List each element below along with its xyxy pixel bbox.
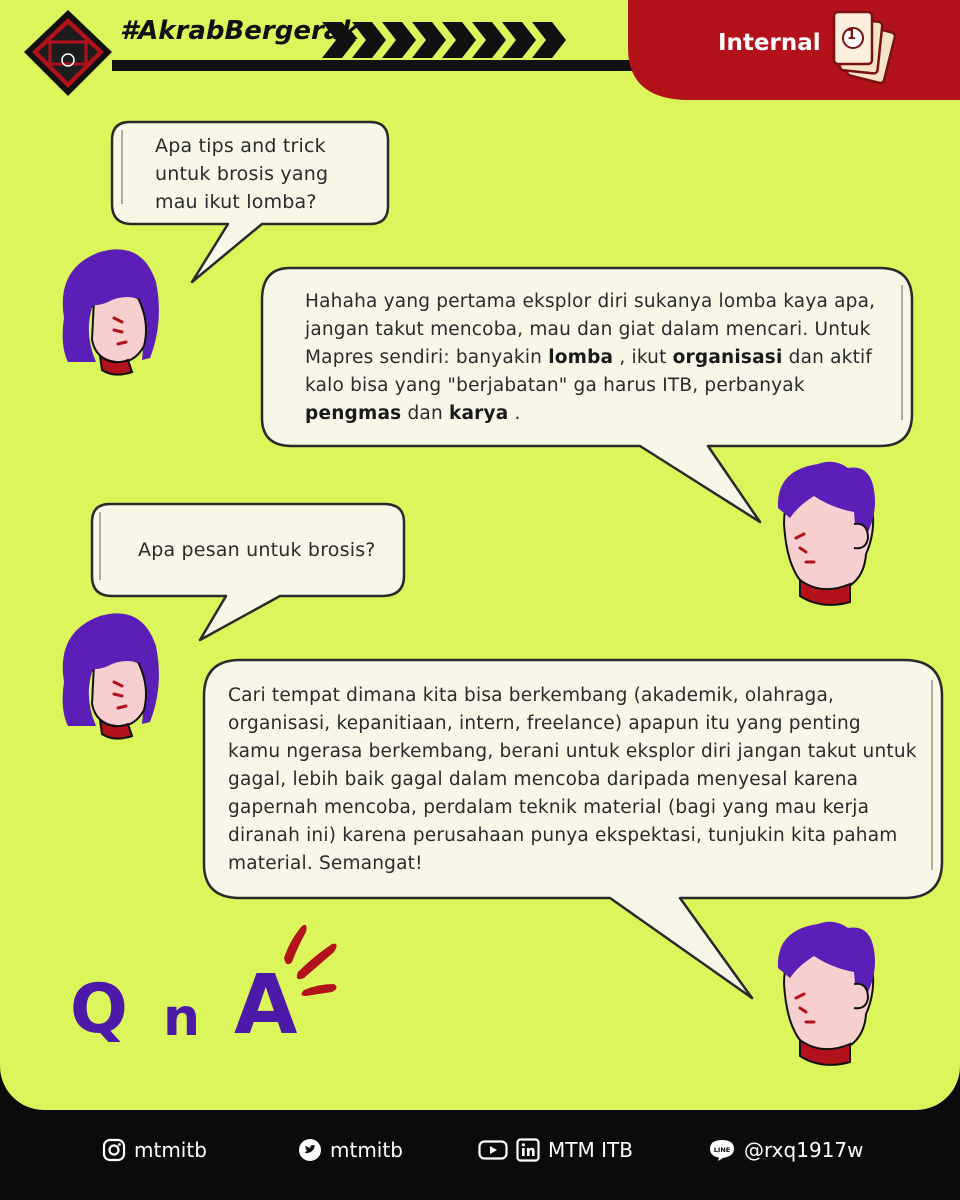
answer-1-part: Hahaha yang pertama eksplor diri sukanya lomba kaya apa, jangan takut mencoba, mau dan giat dalam mencari. Untuk Mapres sendiri: banyakin: [305, 291, 876, 368]
youtube-icon: [478, 1138, 508, 1162]
youtube-linkedin-name: MTM ITB: [548, 1138, 633, 1162]
badge-number: 1: [847, 28, 857, 43]
category-label: Internal: [718, 30, 821, 56]
answer-1-text: [305, 288, 895, 428]
answer-1-part: , ikut: [613, 347, 673, 368]
line-app-icon: [708, 1138, 736, 1162]
footer-instagram[interactable]: [102, 1138, 207, 1162]
answer-1-part: .: [508, 403, 521, 424]
female-avatar-icon: [63, 613, 159, 738]
answer-1-part: dan: [401, 403, 449, 424]
mtm-itb-logo-icon: [24, 10, 112, 96]
answer-1-part: dan aktif kalo bisa yang "berjabatan" ga harus ITB, perbanyak: [305, 347, 873, 396]
question-2-text: Apa pesan untuk brosis?: [138, 539, 376, 561]
footer-youtube-linkedin[interactable]: [478, 1138, 633, 1162]
qna-q: Q: [70, 970, 128, 1049]
male-avatar-icon: [778, 922, 875, 1065]
hashtag-title: #AkrabBergerak: [120, 16, 359, 46]
twitter-handle: mtmitb: [330, 1138, 403, 1162]
instagram-icon: [102, 1138, 126, 1162]
answer-1-bold: organisasi: [672, 347, 783, 368]
answer-1-bold: lomba: [548, 347, 614, 368]
answer-2-text: Cari tempat dimana kita bisa berkembang (akademik, olahraga, organisasi, kepanitiaan, intern, freelance) apapun itu yang penting kamu ngerasa berkembang, berani untuk eksplor diri jangan takut untuk gagal, lebih baik gagal dalam mencoba daripada menyesal karena gapernah mencoba, perdalam teknik material (bagi yang mau kerja diranah ini) karena perusahaan punya ekspektasi, tunjukin kita paham material. Semangat!: [228, 685, 917, 874]
footer-twitter[interactable]: [298, 1138, 403, 1162]
answer-1-bold: karya: [448, 403, 509, 424]
instagram-handle: mtmitb: [134, 1138, 207, 1162]
svg-text:LINE: LINE: [713, 1146, 731, 1154]
footer-line[interactable]: [708, 1138, 863, 1162]
bubble-q2-shape: [92, 504, 404, 640]
question-1-text: Apa tips and trick untuk brosis yang mau ikut lomba?: [155, 135, 329, 213]
linkedin-icon: [516, 1138, 540, 1162]
header-bar: [112, 60, 632, 71]
female-avatar-icon: [63, 249, 159, 374]
qna-n: n: [163, 988, 201, 1048]
qna-a: A: [234, 958, 298, 1053]
answer-1-bold: pengmas: [305, 403, 402, 424]
line-handle: @rxq1917w: [744, 1138, 864, 1162]
male-avatar-icon: [778, 462, 875, 605]
twitter-icon: [298, 1138, 322, 1162]
